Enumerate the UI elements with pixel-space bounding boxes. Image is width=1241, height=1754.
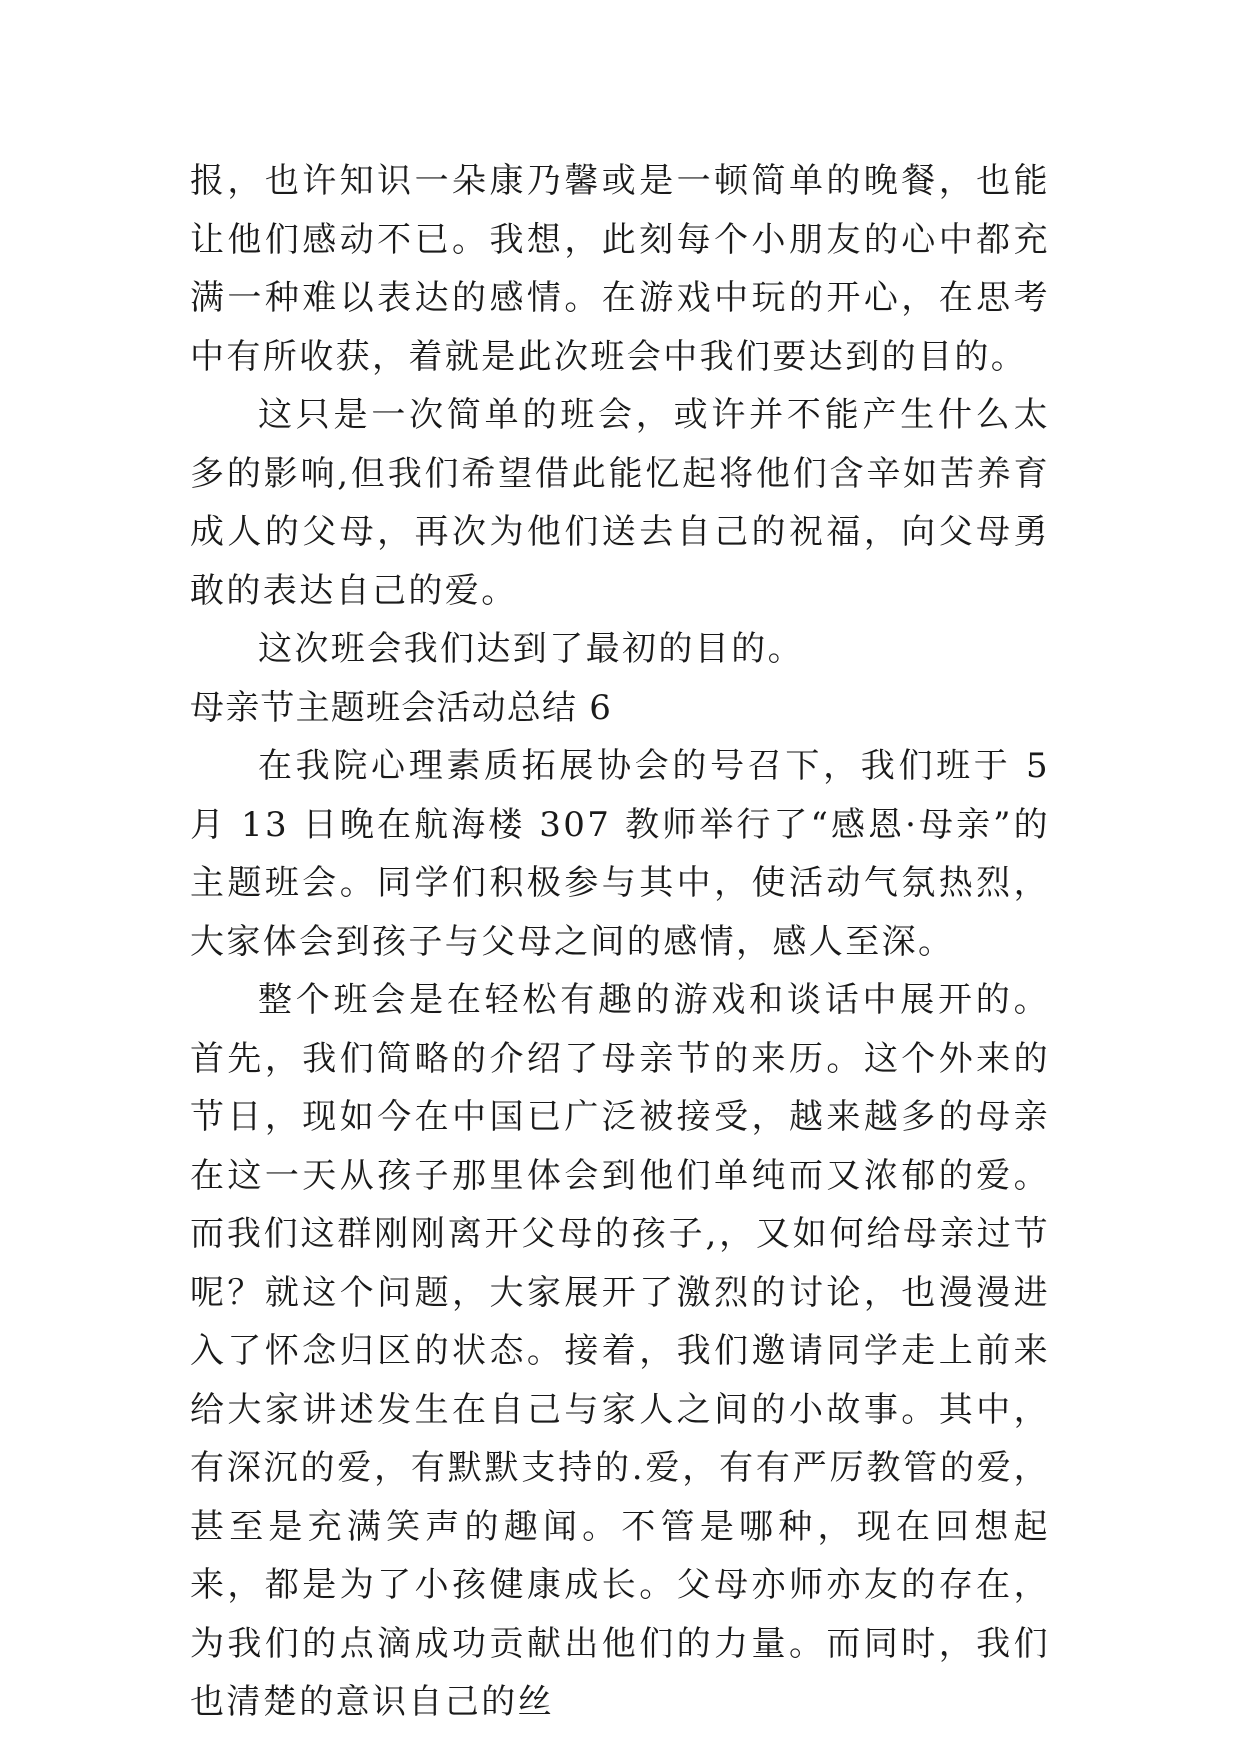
paragraph-continuation: 报，也许知识一朵康乃馨或是一顿简单的晚餐，也能让他们感动不已。我想，此刻每个小朋友的心中都充满一种难以表达的感情。在游戏中玩的开心，在思考中有所收获，着就是此次班会中我们要达到的目的。 bbox=[190, 161, 1050, 377]
paragraph-reflection: 这只是一次简单的班会，或许并不能产生什么太多的影响,但我们希望借此能忆起将他们含辛如苦养育成人的父母，再次为他们送去自己的祝福，向父母勇敢的表达自己的爱。 bbox=[190, 395, 1050, 611]
paragraph-conclusion: 这次班会我们达到了最初的目的。 bbox=[258, 629, 804, 669]
paragraph-details: 整个班会是在轻松有趣的游戏和谈话中展开的。首先，我们简略的介绍了母亲节的来历。这个外来的节日，现如今在中国已广泛被接受，越来越多的母亲在这一天从孩子那里体会到他们单纯而又浓郁的爱。而我们这群刚刚离开父母的孩子,，又如何给母亲过节呢？就这个问题，大家展开了激烈的讨论，也漫漫进入了怀念归区的状态。接着，我们邀请同学走上前来给大家讲述发生在自己与家人之间的小故事。其中，有深沉的爱，有默默支持的.爱，有有严厉教管的爱，甚至是充满笑声的趣闻。不管是哪种，现在回想起来，都是为了小孩健康成长。父母亦师亦友的存在，为我们的点滴成功贡献出他们的力量。而同时，我们也清楚的意识自己的丝 bbox=[190, 980, 1050, 1722]
section-heading: 母亲节主题班会活动总结 6 bbox=[190, 687, 613, 728]
document-body bbox=[190, 152, 1050, 1732]
paragraph-intro: 在我院心理素质拓展协会的号召下，我们班于 5 月 13 日晚在航海楼 307 教师举行了“感恩·母亲”的主题班会。同学们积极参与其中，使活动气氛热烈，大家体会到孩子与父母之间的感情，感人至深。 bbox=[190, 746, 1050, 962]
